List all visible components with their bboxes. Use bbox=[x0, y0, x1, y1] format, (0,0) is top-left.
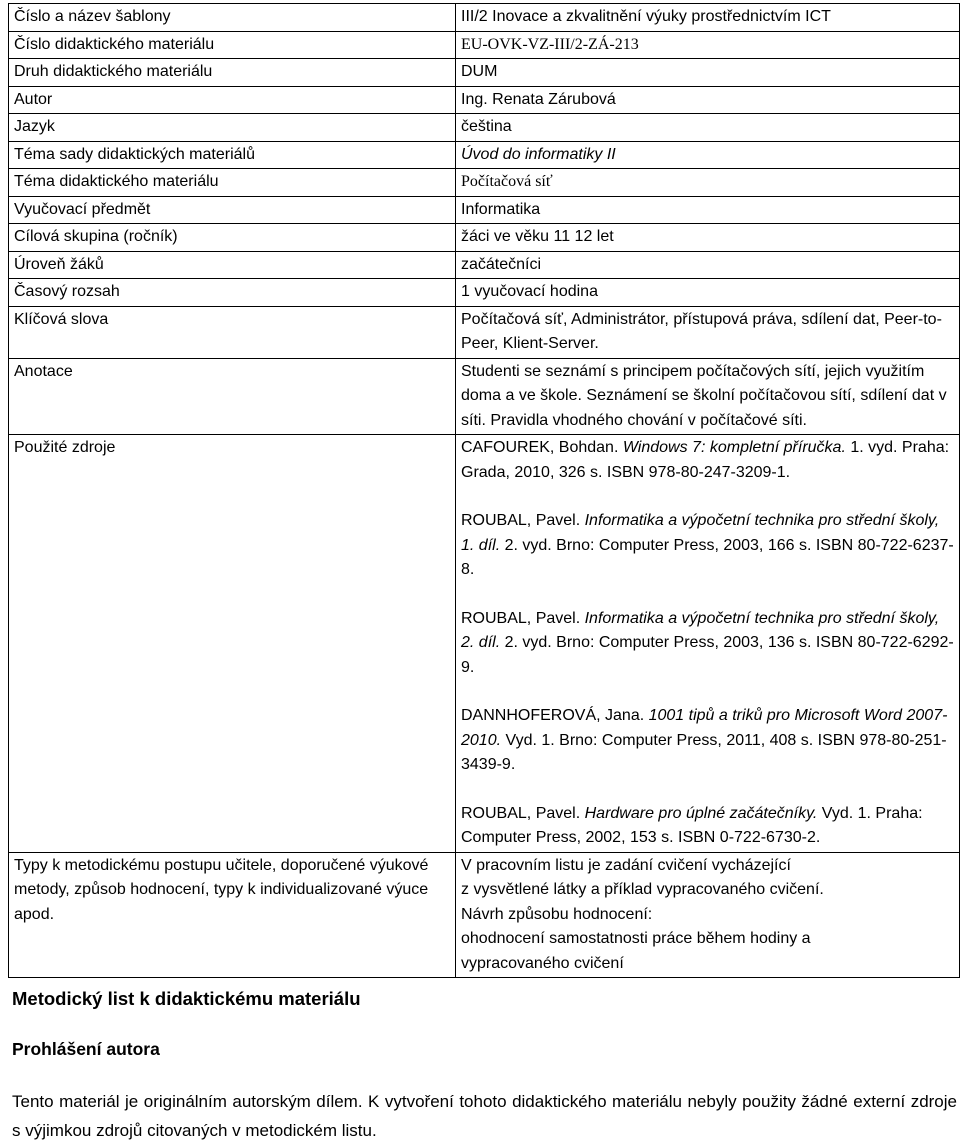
page-title: Metodický list k didaktickému materiálu bbox=[12, 988, 361, 1009]
reference-title: Windows 7: kompletní příručka. bbox=[622, 439, 846, 456]
row-label: Téma didaktického materiálu bbox=[9, 169, 456, 197]
row-label: Typy k metodickému postupu učitele, doporučené výukové metody, způsob hodnocení, typy k individualizované výuce apod. bbox=[9, 852, 456, 978]
table-row bbox=[9, 358, 960, 435]
methods-line: Návrh způsobu hodnocení: bbox=[461, 905, 653, 923]
table-row bbox=[9, 169, 960, 197]
reference-author: ROUBAL, Pavel. bbox=[461, 804, 585, 822]
row-label: Jazyk bbox=[9, 114, 456, 142]
row-value: žáci ve věku 11 12 let bbox=[456, 224, 960, 252]
table-row bbox=[9, 114, 960, 142]
reference-title: 1001 tipů a triků pro Microsoft Word 2007-2010. bbox=[461, 707, 948, 749]
row-value: Počítačová síť, Administrátor, přístupová práva, sdílení dat, Peer-to-Peer, Klient-Server. bbox=[456, 306, 960, 358]
row-label: Časový rozsah bbox=[9, 279, 456, 307]
table-row bbox=[9, 306, 960, 358]
reference-item bbox=[461, 704, 954, 778]
row-label: Cílová skupina (ročník) bbox=[9, 224, 456, 252]
methods-line: vypracovaného cvičení bbox=[461, 954, 624, 972]
methods-line: V pracovním listu je zadání cvičení vycházející bbox=[461, 856, 791, 874]
reference-author: DANNHOFEROVÁ, Jana. bbox=[461, 707, 649, 724]
row-value: čeština bbox=[456, 114, 960, 142]
row-value: Počítačová síť bbox=[456, 169, 960, 197]
reference-author: CAFOUREK, Bohdan. bbox=[461, 439, 623, 456]
table-row bbox=[9, 251, 960, 279]
row-value: začátečníci bbox=[456, 251, 960, 279]
table-row bbox=[9, 196, 960, 224]
references-cell bbox=[456, 435, 960, 853]
table-row bbox=[9, 852, 960, 978]
table-row bbox=[9, 279, 960, 307]
reference-item bbox=[461, 607, 954, 681]
row-value: EU-OVK-VZ-III/2-ZÁ-213 bbox=[456, 31, 960, 59]
table-row bbox=[9, 224, 960, 252]
reference-item bbox=[461, 509, 954, 583]
row-value: Ing. Renata Zárubová bbox=[456, 86, 960, 114]
spacer bbox=[461, 778, 954, 802]
reference-details: 2. vyd. Brno: Computer Press, 2003, 166 s. ISBN 80-722-6237-8. bbox=[461, 536, 954, 578]
row-label: Úroveň žáků bbox=[9, 251, 456, 279]
spacer bbox=[461, 583, 954, 607]
table-row bbox=[9, 435, 960, 853]
row-label: Téma sady didaktických materiálů bbox=[9, 141, 456, 169]
methods-line: z vysvětlené látky a příklad vypracovaného cvičení. bbox=[461, 881, 824, 898]
metadata-table bbox=[8, 3, 960, 978]
reference-title: Hardware pro úplné začátečníky. bbox=[584, 804, 818, 822]
row-label: Číslo didaktického materiálu bbox=[9, 31, 456, 59]
spacer bbox=[461, 680, 954, 704]
declaration-heading: Prohlášení autora bbox=[12, 1039, 160, 1059]
reference-details: 1. vyd. Praha: Grada, 2010, 326 s. ISBN 978-80-247-3209-1. bbox=[461, 439, 950, 481]
reference-item bbox=[461, 802, 954, 851]
reference-details: Vyd. 1. Brno: Computer Press, 2011, 408 s. ISBN 978-80-251-3439-9. bbox=[461, 731, 947, 773]
row-label: Použité zdroje bbox=[9, 435, 456, 853]
reference-details: 2. vyd. Brno: Computer Press, 2003, 136 s. ISBN 80-722-6292-9. bbox=[461, 634, 954, 676]
row-value: Informatika bbox=[456, 196, 960, 224]
reference-author: ROUBAL, Pavel. bbox=[461, 609, 585, 627]
row-label: Klíčová slova bbox=[9, 306, 456, 358]
table-row bbox=[9, 31, 960, 59]
reference-title: Informatika a výpočetní technika pro střední školy, 1. díl. bbox=[461, 512, 940, 554]
table-row bbox=[9, 86, 960, 114]
table-row bbox=[9, 4, 960, 32]
row-label: Vyučovací předmět bbox=[9, 196, 456, 224]
row-label: Číslo a název šablony bbox=[9, 4, 456, 32]
spacer bbox=[461, 485, 954, 509]
row-value: DUM bbox=[456, 59, 960, 87]
row-label: Druh didaktického materiálu bbox=[9, 59, 456, 87]
reference-details: Vyd. 1. Praha: Computer Press, 2002, 153 s. ISBN 0-722-6730-2. bbox=[461, 804, 923, 846]
row-value: Studenti se seznámí s principem počítačových sítí, jejich využitím doma a ve škole. Seznámení se školní počítačovou sítí, sdílení dat v síti. Pravidla vhodného chování v počítačové síti. bbox=[456, 358, 960, 435]
table-row bbox=[9, 59, 960, 87]
declaration-text: Tento materiál je originálním autorským dílem. K vytvoření tohoto didaktického materiálu nebyly použity žádné externí zdroje s výjimkou zdrojů citovaných v metodickém listu. bbox=[12, 1092, 957, 1140]
row-label: Autor bbox=[9, 86, 456, 114]
table-row bbox=[9, 141, 960, 169]
methods-line: ohodnocení samostatnosti práce během hodiny a bbox=[461, 930, 811, 947]
row-label: Anotace bbox=[9, 358, 456, 435]
row-value: Úvod do informatiky II bbox=[456, 141, 960, 169]
methods-cell bbox=[456, 852, 960, 978]
row-value: 1 vyučovací hodina bbox=[456, 279, 960, 307]
reference-item bbox=[461, 436, 954, 485]
reference-author: ROUBAL, Pavel. bbox=[461, 512, 585, 529]
row-value: III/2 Inovace a zkvalitnění výuky prostřednictvím ICT bbox=[456, 4, 960, 32]
reference-title: Informatika a výpočetní technika pro střední školy, 2. díl. bbox=[461, 609, 940, 651]
